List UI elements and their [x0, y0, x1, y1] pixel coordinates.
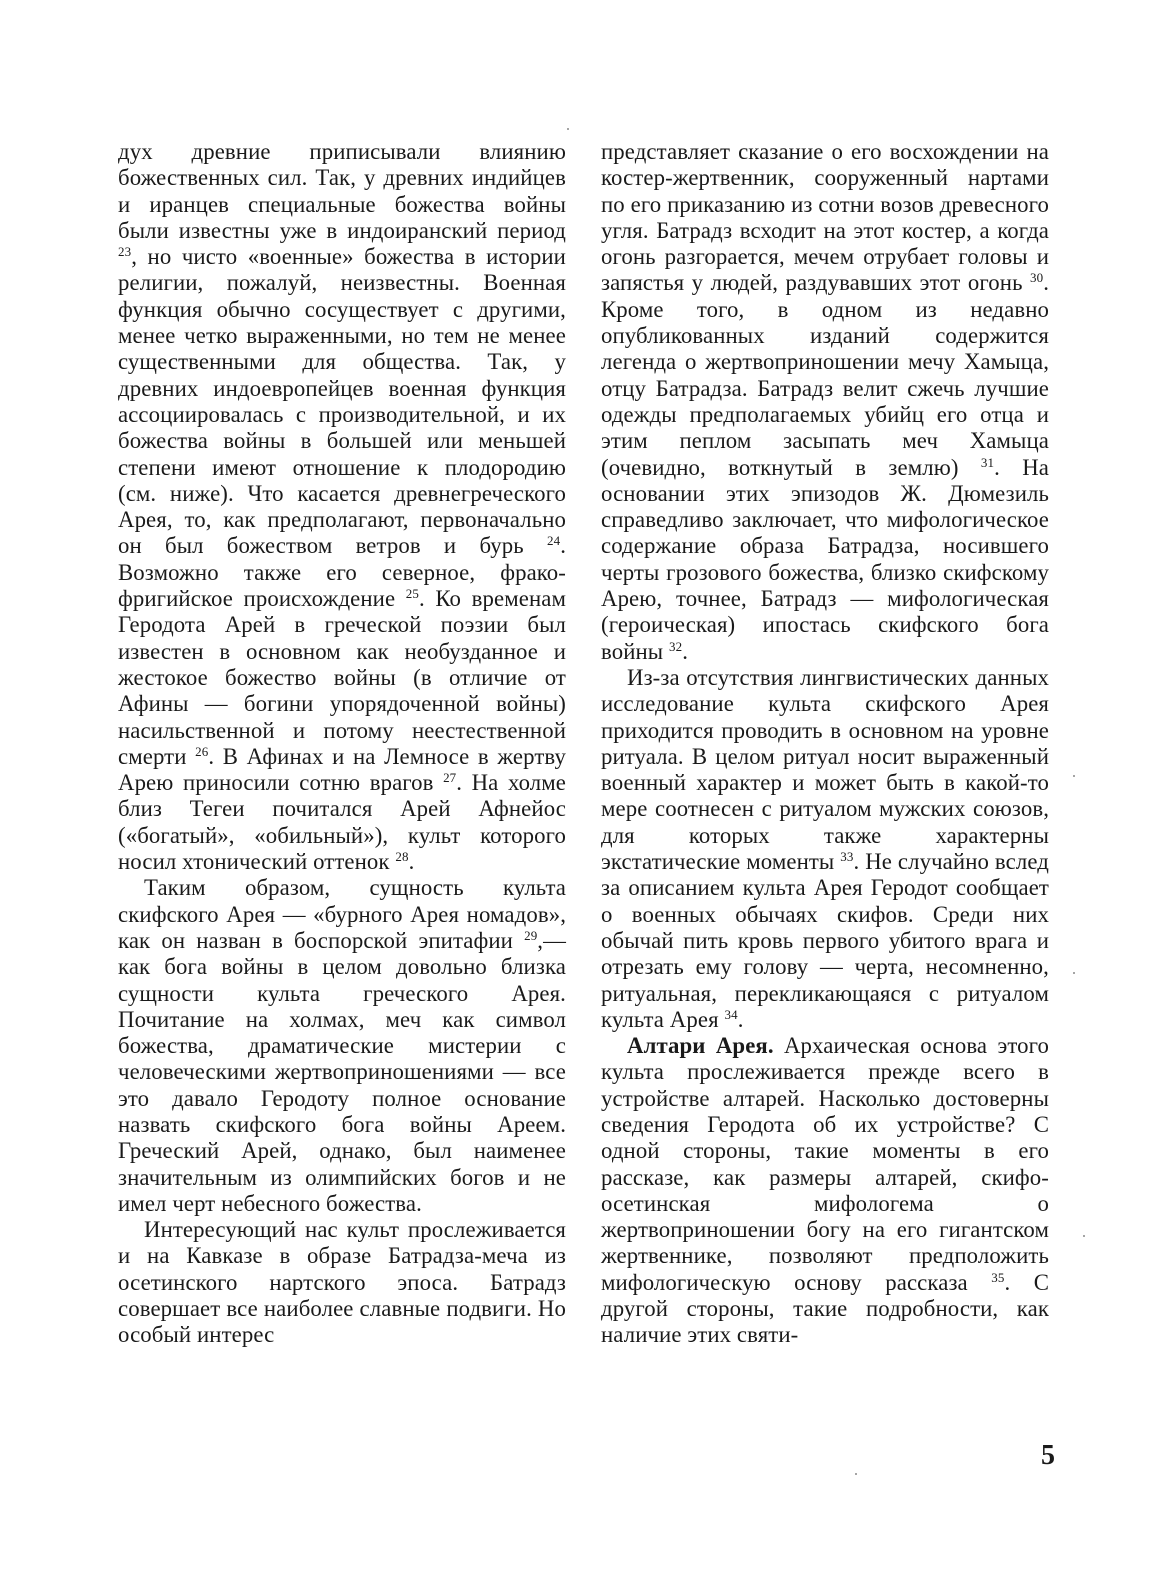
text-run: . Не случайно вслед за описанием культа Арея Геродот сообщает о военных обычаях скифов. Среди них обычай пить кровь первого убитого врага и отрезать ему голову — черта, несомненно, ритуальная, перекликающаяся с ритуалом культа Арея	[601, 849, 1049, 1032]
paragraph	[601, 665, 1049, 1033]
paragraph	[118, 1217, 566, 1348]
footnote-ref: 31	[980, 454, 995, 470]
text-run: .	[682, 638, 689, 664]
text-run: .	[737, 1006, 744, 1032]
left-column	[118, 139, 566, 1349]
footnote-ref: 26	[195, 743, 209, 759]
print-speck	[1073, 775, 1075, 777]
print-speck	[1083, 1235, 1085, 1237]
text-run: . Возможно также его северное, фрако-фригийское происхождение	[118, 533, 566, 612]
text-run: Архаическая основа этого культа прослеживается прежде всего в устройстве алтарей. Насколько достоверны сведения Геродота об их устройстве? С одной стороны, такие моменты в его рассказе, как размеры алтарей, скифо-осетинская мифологема о жертвоприношении богу на его гигантском жертвеннике, позволяют предположить мифологическую основу рассказа	[601, 1033, 1049, 1295]
text-run: Интересующий нас культ прослеживается и на Кавказе в образе Батрадза-меча из осетинского нартского эпоса. Батрадз совершает все наиболее славные подвиги. Но особый интерес	[118, 1217, 566, 1348]
paragraph	[601, 139, 1049, 665]
text-run: ,— как бога войны в целом довольно близка сущности культа греческого Арея. Почитание на холмах, меч как символ божества, драматические мистерии с человеческими жертвоприношениями — все это давало Геродоту полное основание назвать скифского бога войны Ареем. Греческий Арей, однако, был наименее значительным из олимпийских богов и не имел черт небесного божества.	[118, 927, 566, 1216]
text-run: , но чисто «военные» божества в истории религии, пожалуй, неизвестны. Военная функция обычно сосуществует с другими, менее четко выраженными, но тем не менее существенными для общества. Так, у древних индоевропейцев военная функция ассоциировалась с производительной, и их божества войны в большей или меньшей степени имеют отношение к плодородию (см. ниже). Что касается древнегреческого Арея, то, как предполагают, первоначально он был божеством ветров и бурь	[118, 244, 566, 559]
text-run: . На основании этих эпизодов Ж. Дюмезиль справедливо заключает, что мифологическое содержание образа Батрадза, носившего черты грозового божества, близко скифскому Арею, точнее, Батрадз — мифологическая (героическая) ипостась скифского бога войны	[601, 454, 1049, 664]
footnote-ref: 34	[724, 1006, 738, 1022]
footnote-ref: 27	[443, 770, 457, 786]
text-run: дух древние приписывали влиянию божественных сил. Так, у древних индийцев и иранцев специальные божества войны были известны уже в индоиранский период	[118, 139, 566, 243]
text-run: .	[408, 849, 415, 875]
paragraph	[118, 875, 566, 1217]
text-run: . На холме близ Тегеи почитался Арей Афнейос («богатый», «обильный»), культ которого носил хтонический оттенок	[118, 770, 566, 875]
page-number: 5	[1041, 1440, 1055, 1471]
footnote-ref: 33	[840, 849, 854, 865]
print-speck	[1073, 972, 1075, 974]
text-run: . В Афинах и на Лемносе в жертву Арею приносили сотню врагов	[118, 743, 566, 796]
text-run: . Кроме того, в одном из недавно опубликованных изданий содержится легенда о жертвоприношении мечу Хамыца, отцу Батрадза. Батрадз велит сжечь лучшие одежды предполагаемых убийц его отца и этим пеплом засыпать меч Хамыца (очевидно, воткнутый в землю)	[601, 270, 1049, 480]
section-heading: Алтари Арея.	[627, 1033, 774, 1059]
print-speck	[855, 1473, 857, 1475]
footnote-ref: 23	[118, 244, 132, 260]
footnote-ref: 24	[546, 533, 561, 549]
right-column	[601, 139, 1049, 1349]
print-speck	[567, 128, 569, 130]
section-paragraph	[601, 1033, 1049, 1349]
footnote-ref: 35	[991, 1269, 1005, 1285]
footnote-ref: 29	[524, 927, 538, 943]
footnote-ref: 32	[669, 638, 683, 654]
text-run: представляет сказание о его восхождении на костер-жертвенник, сооруженный нартами по его приказанию из сотни возов древесного угля. Батрадз всходит на этот костер, а когда огонь разгорается, мечем отрубает головы и запястья у людей, раздувавших этот огонь	[601, 139, 1049, 296]
text-run: . С другой стороны, такие подробности, как наличие этих святи-	[601, 1269, 1049, 1348]
text-run: Таким образом, сущность культа скифского Арея — «бурного Арея номадов», как он назван в боспорской эпитафии	[118, 875, 566, 953]
paragraph	[118, 139, 566, 875]
footnote-ref: 30	[1029, 270, 1044, 286]
footnote-ref: 28	[395, 849, 409, 865]
text-run: Из-за отсутствия лингвистических данных исследование культа скифского Арея приходится проводить в основном на уровне ритуала. В целом ритуал носит выраженный военный характер и может быть в какой-то мере соотнесен с ритуалом мужских союзов, для которых также характерны экстатические моменты	[601, 664, 1049, 875]
footnote-ref: 25	[405, 586, 419, 602]
text-run: . Ко временам Геродота Арей в греческой поэзии был известен в основном как необузданное и жестокое божество войны (в отличие от Афины — богини упорядоченной войны) насильственной и потому неестественной смерти	[118, 586, 566, 769]
